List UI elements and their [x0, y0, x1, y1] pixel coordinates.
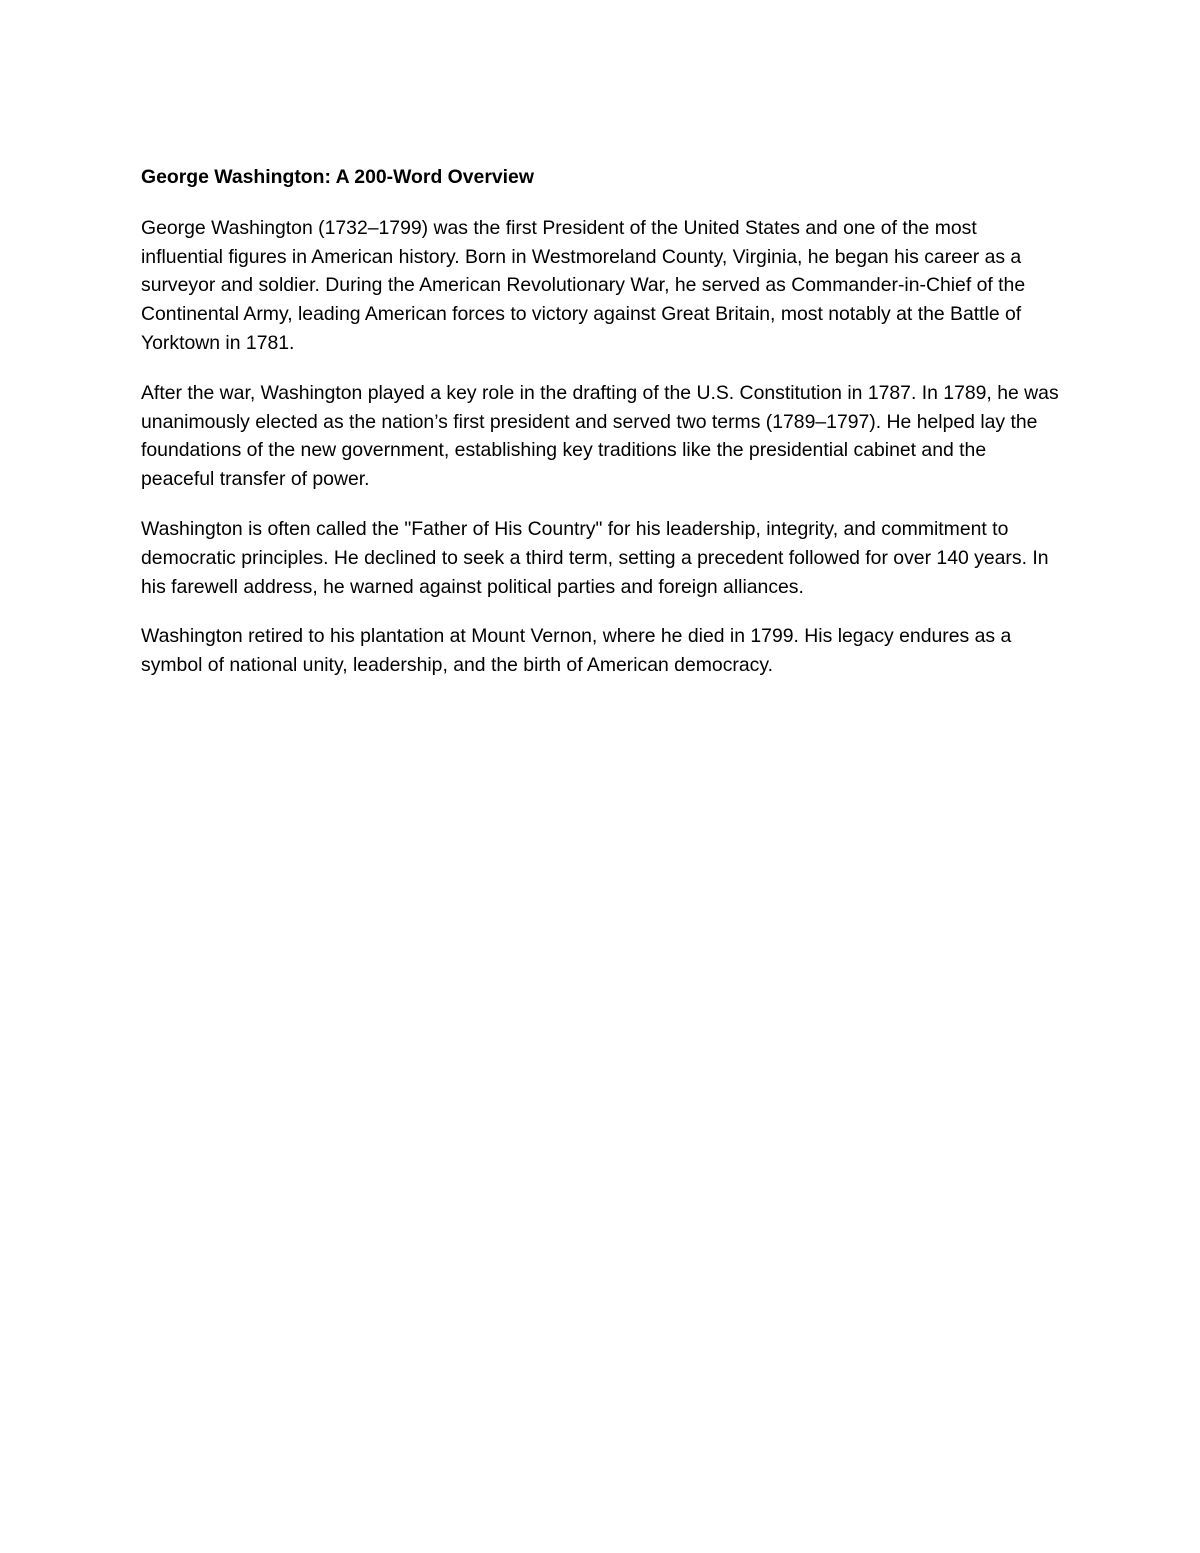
paragraph-1: George Washington (1732–1799) was the first President of the United States and one of the most influential figures in American history. Born in Westmoreland County, Virginia, he began his career as a surveyor and soldier. During the American Revolutionary War, he served as Commander-in-Chief of the Continental Army, leading American forces to victory against Great Britain, most notably at the Battle of Yorktown in 1781.: [141, 216, 1026, 354]
paragraph-2: After the war, Washington played a key role in the drafting of the U.S. Constitution in 1787. In 1789, he was unanimously elected as the nation’s first president and served two terms (1789–1797). He helped lay the foundations of the new government, establishing key traditions like the presidential cabinet and the peaceful transfer of power.: [141, 381, 1059, 491]
paragraph-4: Washington retired to his plantation at Mount Vernon, where he died in 1799. His legacy endures as a symbol of national unity, leadership, and the birth of American democracy.: [141, 625, 1012, 677]
document-title: George Washington: A 200-Word Overview: [141, 166, 534, 188]
document-body: [141, 163, 1061, 701]
paragraph-3: Washington is often called the "Father of His Country" for his leadership, integrity, and commitment to democratic principles. He declined to seek a third term, setting a precedent followed for over 140 years. In his farewell address, he warned against political parties and foreign alliances.: [141, 517, 1049, 598]
